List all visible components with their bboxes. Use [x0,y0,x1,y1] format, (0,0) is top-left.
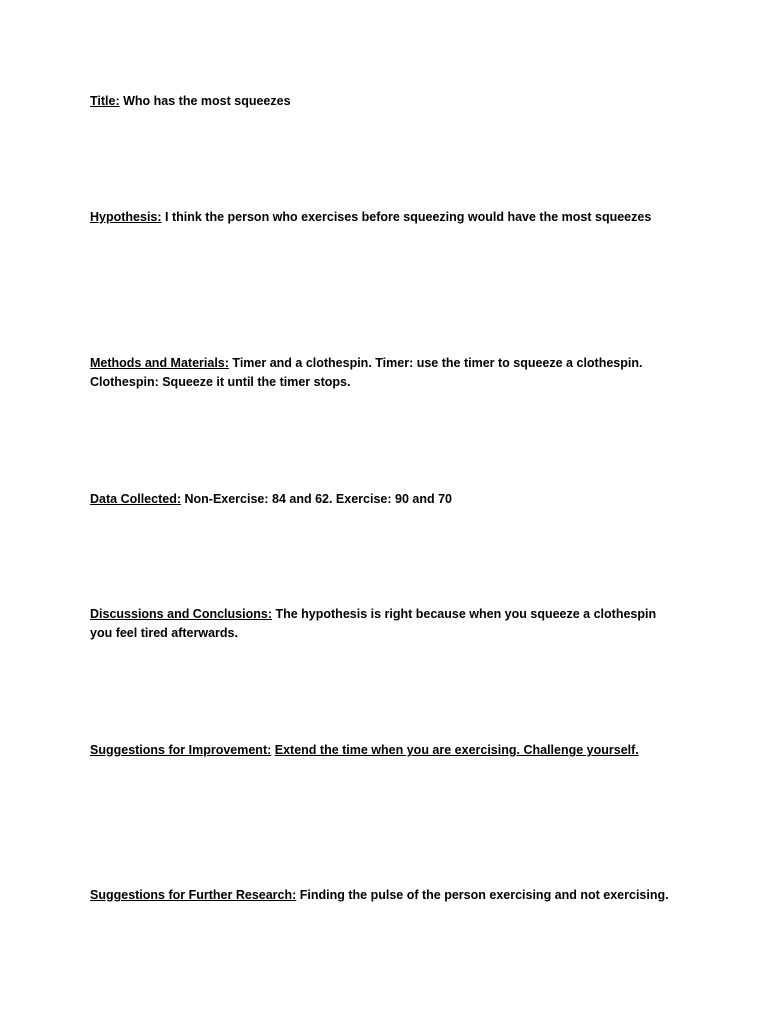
improvement-label: Suggestions for Improvement: [90,743,272,757]
further-research-text: Finding the pulse of the person exercising and not exercising. [299,888,669,902]
methods-section [90,354,680,392]
title-label: Title: [90,94,120,108]
improvement-text: Extend the time when you are exercising. Challenge yourself. [274,743,639,757]
hypothesis-section [90,208,680,227]
discussion-section [90,605,680,643]
methods-text: Timer and a clothespin. Timer: use the timer to squeeze a clothespin. Clothespin: Squeeze it until the timer stops. [90,356,643,389]
discussion-text: The hypothesis is right because when you squeeze a clothespin you feel tired afterwards. [90,607,657,640]
hypothesis-text: I think the person who exercises before squeezing would have the most squeezes [165,210,652,224]
data-collected-section [90,490,680,509]
data-collected-label: Data Collected: [90,492,181,506]
methods-label: Methods and Materials: [90,356,229,370]
discussion-label: Discussions and Conclusions: [90,607,272,621]
data-collected-text: Non-Exercise: 84 and 62. Exercise: 90 and 70 [184,492,452,506]
further-research-label: Suggestions for Further Research: [90,888,297,902]
further-research-section [90,886,680,905]
improvement-section [90,741,680,760]
title-section [90,92,680,111]
title-text: Who has the most squeezes [123,94,291,108]
hypothesis-label: Hypothesis: [90,210,162,224]
